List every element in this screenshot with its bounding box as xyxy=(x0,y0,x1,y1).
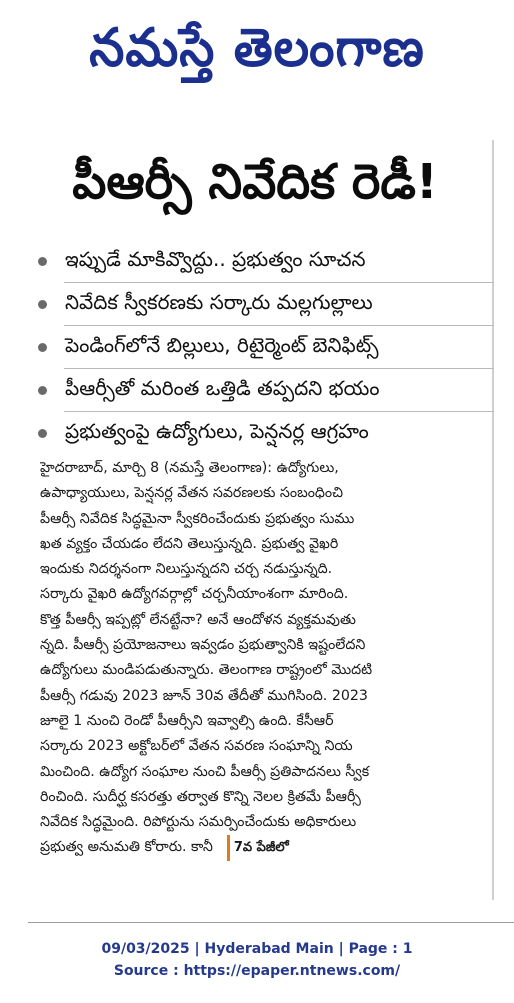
article-line: జూలై 1 నుంచి రెండో పీఆర్సీని ఇవ్వాల్సి ఉంది. కేసీఆర్ xyxy=(40,712,334,729)
continued-on-page: 7వ పేజీలో xyxy=(227,835,289,860)
article-body xyxy=(40,456,484,861)
bullet-text: ఇప్పుడే మాకివ్వొద్దు.. ప్రభుత్వం సూచన xyxy=(65,246,366,271)
article-line: సర్కారు వైఖరి ఉద్యోగవర్గాల్లో చర్చనీయాంశంగా మారింది. xyxy=(40,586,349,603)
bullet-dot-icon xyxy=(38,343,47,352)
summary-bullet xyxy=(34,283,494,325)
article-line: నివేదిక సిద్ధమైంది. రిపోర్టును సమర్పించేందుకు అధికారులు xyxy=(40,814,357,831)
article-line: ఇందుకు నిదర్శనంగా నిలుస్తున్నదని చర్చ నడుస్తున్నది. xyxy=(40,561,333,578)
bullet-text: పీఆర్సీతో మరింత ఒత్తిడి తప్పదని భయం xyxy=(65,375,380,400)
article-line: ఖత వ్యక్తం చేయడం లేదని తెలుస్తున్నది. ప్రభుత్వ వైఖరి xyxy=(40,535,339,552)
article-line: సర్కారు 2023 అక్టోబర్‌లో వేతన సవరణ సంఘాన్ని నియ xyxy=(40,738,353,755)
footer-divider xyxy=(28,922,514,923)
article-line-last xyxy=(40,835,484,860)
article-line: రించింది. సుదీర్ఘ కసరత్తు తర్వాత కొన్ని నెలల క్రితమే పీఆర్సీ xyxy=(40,788,361,805)
edition-info: 09/03/2025 | Hyderabad Main | Page : 1 xyxy=(101,941,413,957)
bullet-dot-icon xyxy=(38,429,47,438)
article-line: కొత్త పీఆర్సీ ఇప్పట్లో లేనట్టేనా? అనే ఆందోళన వ్యక్తమవుతు xyxy=(40,611,356,628)
masthead xyxy=(0,0,514,108)
bullet-dot-icon xyxy=(38,300,47,309)
summary-bullet-list xyxy=(34,240,494,454)
footer xyxy=(0,938,514,982)
summary-bullet xyxy=(34,326,494,368)
bullet-text: పెండింగ్‌లోనే బిల్లులు, రిటైర్మెంట్ బెనిఫిట్స్ xyxy=(65,332,379,357)
article-line: హైదరాబాద్, మార్చి 8 (నమస్తే తెలంగాణ): ఉద్యోగులు, xyxy=(40,460,339,476)
article-line: మించింది. ఉద్యోగ సంఘాల నుంచి పీఆర్సీ ప్రతిపాదనలు స్వీక xyxy=(40,763,370,780)
summary-bullet xyxy=(34,412,494,454)
article-line: ఉద్యోగులు మండిపడుతున్నారు. తెలంగాణ రాష్ట్రంలో మొదటి xyxy=(40,662,373,679)
bullet-dot-icon xyxy=(38,257,47,266)
bullet-dot-icon xyxy=(38,386,47,395)
source-link[interactable]: Source : https://epaper.ntnews.com/ xyxy=(113,963,401,979)
article-line-text: ప్రభుత్వ అనుమతి కోరారు. కానీ xyxy=(40,839,213,856)
summary-bullet xyxy=(34,240,494,282)
article-line: ఉపాధ్యాయులు, పెన్షనర్ల వేతన సవరణలకు సంబంధించి xyxy=(40,485,343,502)
article-line: పీఆర్సీ గడువు 2023 జూన్ 30వ తేదీతో ముగిసింది. 2023 xyxy=(40,687,368,704)
bullet-text: నివేదిక స్వీకరణకు సర్కారు మల్లగుల్లాలు xyxy=(65,289,373,314)
newspaper-logo: నమస్తే తెలంగాణ xyxy=(89,16,425,78)
article-line: పీఆర్సీ నివేదిక సిద్ధమైనా స్వీకరించేందుకు ప్రభుత్వం సుము xyxy=(40,510,355,527)
article-line: న్నది. పీఆర్సీ ప్రయోజనాలు ఇవ్వడం ప్రభుత్వానికి ఇష్టంలేదని xyxy=(40,637,366,654)
headline: పీఆర్సీ నివేదిక రెడీ! xyxy=(72,154,438,210)
summary-bullet xyxy=(34,369,494,411)
bullet-text: ప్రభుత్వంపై ఉద్యోగులు, పెన్షనర్ల ఆగ్రహం xyxy=(65,418,369,443)
